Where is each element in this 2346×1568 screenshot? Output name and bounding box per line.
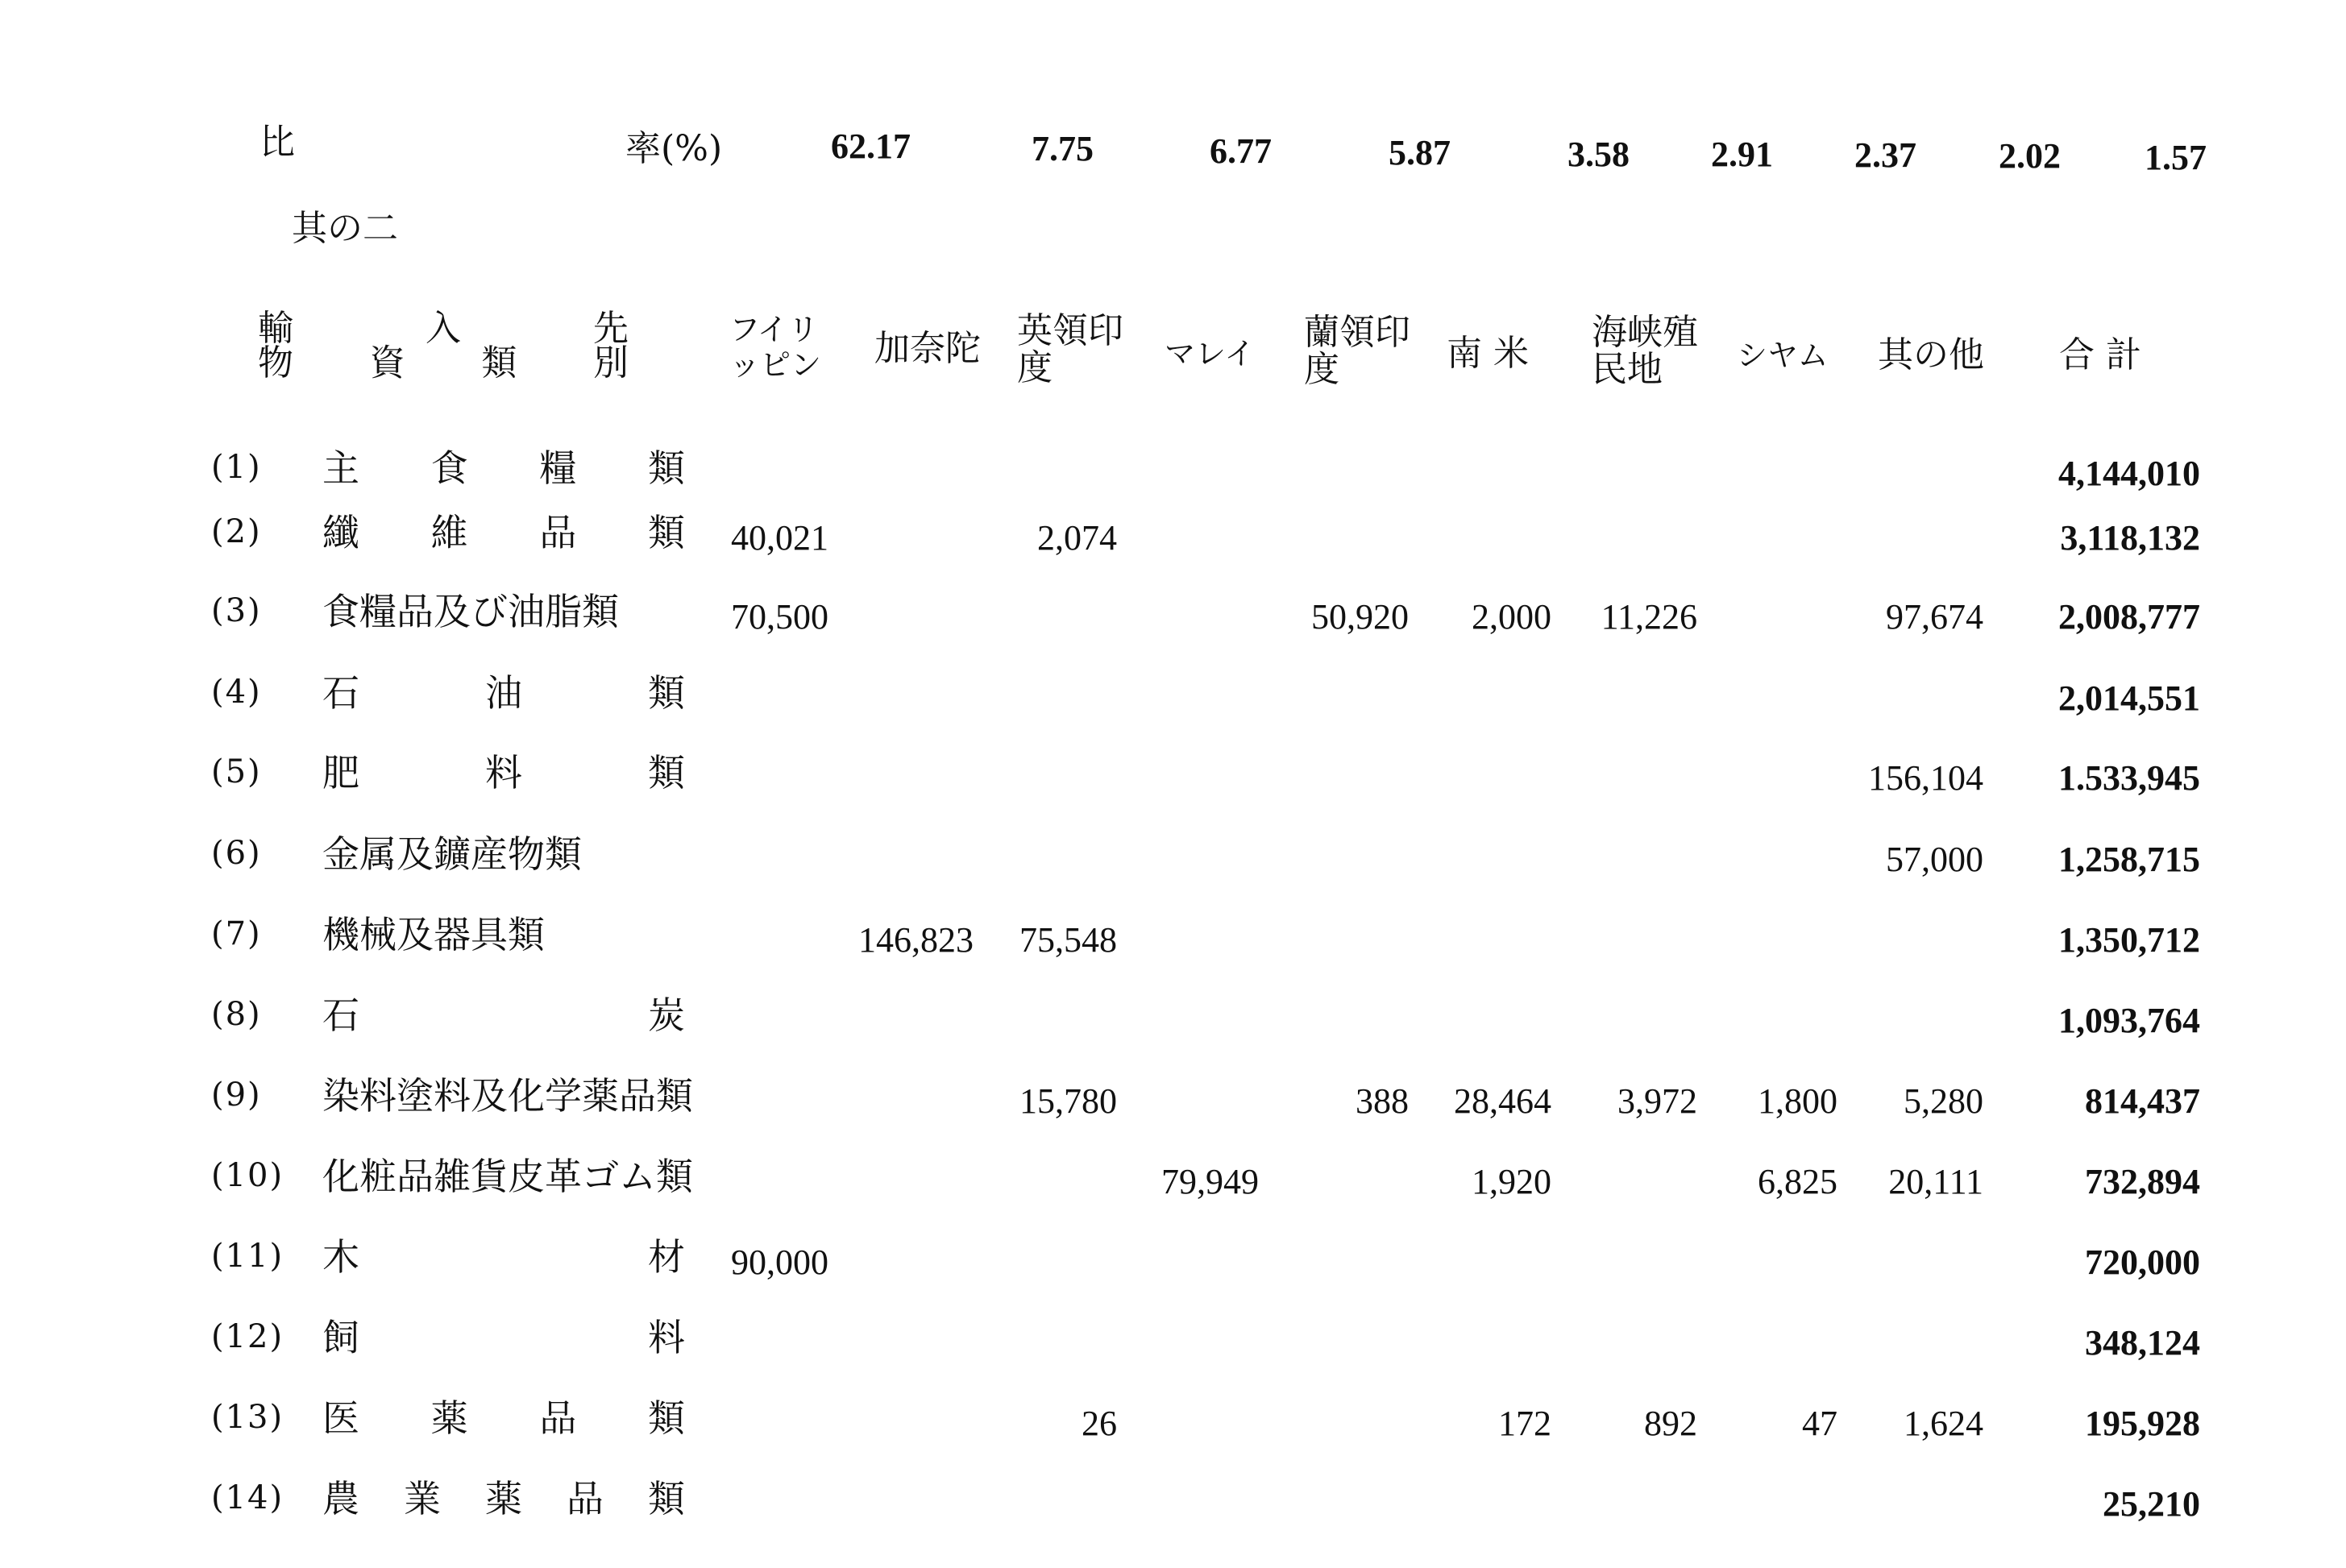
- table-cell: 1,093,764: [2058, 1001, 2200, 1040]
- table-cell: 1,624: [1904, 1404, 1983, 1443]
- col-header-south-america: 南 米: [1447, 333, 1529, 374]
- row-item-name-text: 木 材: [322, 1235, 685, 1279]
- row-item-name-text: 医 薬 品 類: [322, 1396, 685, 1440]
- table-cell: 25,210: [2103, 1484, 2200, 1524]
- table-cell: 11,226: [1601, 597, 1697, 637]
- row-index: (3): [211, 592, 262, 629]
- table-cell: 146,823: [858, 920, 974, 960]
- row-item-name: [322, 671, 685, 715]
- row-item-name: [322, 913, 685, 956]
- table-cell: 6,825: [1758, 1162, 1837, 1201]
- table-cell: 79,949: [1161, 1162, 1259, 1201]
- row-index: (14): [211, 1479, 284, 1516]
- table-cell: 1,350,712: [2058, 920, 2200, 960]
- row-index: (11): [211, 1238, 284, 1275]
- row-item-name-text: 石 炭: [322, 993, 685, 1037]
- row-index: (12): [211, 1318, 284, 1355]
- table-cell: 40,021: [731, 518, 828, 558]
- col-header-malaya: マレイ: [1165, 336, 1256, 371]
- table-cell: 2,000: [1472, 597, 1551, 637]
- col-header-british-india: 英領印度: [1017, 310, 1123, 389]
- table-cell: 348,124: [2085, 1323, 2200, 1363]
- row-item-name-text: 機械及器具類: [322, 913, 545, 956]
- row-item-name: [322, 751, 685, 794]
- row-index: (7): [211, 915, 262, 952]
- table-cell: 5,280: [1904, 1081, 1983, 1121]
- table-cell: 195,928: [2085, 1404, 2200, 1443]
- col-header-dutch-indies: 蘭領印度: [1304, 312, 1410, 391]
- table-cell: 172: [1498, 1404, 1551, 1443]
- table-cell: 20,111: [1888, 1162, 1983, 1201]
- table-cell: 57,000: [1886, 840, 1983, 879]
- row-item-name-text: 染料塗料及化学薬品類: [322, 1074, 693, 1118]
- row-item-name: [322, 993, 685, 1037]
- table-cell: 97,674: [1886, 597, 1983, 637]
- table-cell: 26: [1082, 1404, 1117, 1443]
- table-cell: 814,437: [2085, 1081, 2200, 1121]
- ratio-value: 7.75: [1032, 129, 1094, 168]
- table-cell: 3,118,132: [2060, 518, 2200, 558]
- table-cell: 90,000: [731, 1242, 828, 1282]
- ratio-label-right: 率(%): [625, 128, 723, 169]
- row-item-name: [322, 1155, 693, 1198]
- col-header-canada: 加奈陀: [874, 328, 981, 369]
- row-item-name-text: 飼 料: [322, 1316, 685, 1359]
- table-cell: 1,920: [1472, 1162, 1551, 1201]
- table-cell: 156,104: [1868, 758, 1983, 798]
- table-cell: 732,894: [2085, 1162, 2200, 1201]
- header-corner-top: [258, 310, 629, 347]
- row-item-name: [322, 446, 685, 490]
- ratio-value: 1.57: [2145, 138, 2207, 177]
- ratio-value: 2.91: [1711, 135, 1773, 174]
- row-item-name: [322, 1396, 685, 1440]
- table-cell: 28,464: [1454, 1081, 1551, 1121]
- ratio-value: 6.77: [1210, 131, 1272, 171]
- table-cell: 2,074: [1037, 518, 1117, 558]
- table-cell: 3,972: [1617, 1081, 1697, 1121]
- table-cell: 1,258,715: [2058, 840, 2200, 879]
- ratio-value: 3.58: [1567, 135, 1630, 174]
- row-index: (2): [211, 513, 262, 550]
- row-item-name: [322, 1074, 693, 1118]
- row-index: (9): [211, 1076, 262, 1114]
- ratio-value: 2.37: [1854, 135, 1916, 175]
- row-index: (5): [211, 753, 262, 790]
- table-cell: 50,920: [1311, 597, 1409, 637]
- row-item-name-text: 農 業 薬 品 類: [322, 1477, 685, 1520]
- ratio-value: 5.87: [1389, 133, 1451, 172]
- row-index: (4): [211, 674, 262, 711]
- table-cell: 2,014,551: [2058, 678, 2200, 718]
- col-header-philippines: フイリッピン: [729, 312, 822, 383]
- row-index: (6): [211, 835, 262, 872]
- ratio-label-left: 比: [260, 122, 295, 163]
- table-cell: 15,780: [1019, 1081, 1117, 1121]
- table-cell: 70,500: [731, 597, 828, 637]
- header-corner-top-text: 輸 入 先: [258, 308, 629, 349]
- table-cell: 388: [1356, 1081, 1409, 1121]
- table-cell: 75,548: [1019, 920, 1117, 960]
- header-corner-bottom-text: 物 資 類 別: [258, 342, 629, 384]
- table-cell: 2,008,777: [2058, 597, 2200, 637]
- table-cell: 1.533,945: [2058, 758, 2200, 798]
- table-cell: 892: [1644, 1404, 1697, 1443]
- ratio-value: 62.17: [831, 127, 911, 166]
- row-index: (1): [211, 449, 262, 486]
- ratio-value: 2.02: [1999, 136, 2061, 176]
- row-item-name-text: 化粧品雑貨皮革ゴム類: [322, 1155, 693, 1198]
- row-item-name: [322, 1477, 685, 1520]
- row-item-name-text: 石 油 類: [322, 671, 685, 715]
- row-item-name-text: 食糧品及び油脂類: [322, 590, 619, 633]
- col-header-straits: 海峡殖民地: [1592, 312, 1698, 391]
- row-index: (10): [211, 1157, 284, 1194]
- col-header-other: 其の他: [1878, 334, 1984, 375]
- row-item-name: [322, 832, 685, 876]
- row-item-name-text: 金属及鑛産物類: [322, 832, 582, 876]
- row-item-name: [322, 511, 685, 554]
- table-cell: 4,144,010: [2058, 454, 2200, 493]
- row-item-name: [322, 1316, 685, 1359]
- table-cell: 720,000: [2085, 1242, 2200, 1282]
- col-header-total: 合 計: [2059, 334, 2141, 375]
- col-header-siam: シヤム: [1737, 338, 1829, 373]
- header-corner-bottom: [258, 342, 629, 384]
- section-title: 其の二: [292, 208, 398, 249]
- row-index: (8): [211, 996, 262, 1033]
- row-index: (13): [211, 1399, 284, 1436]
- row-item-name-text: 肥 料 類: [322, 751, 685, 794]
- row-item-name-text: 纖 維 品 類: [322, 511, 685, 554]
- row-item-name: [322, 590, 685, 633]
- row-item-name-text: 主 食 糧 類: [322, 446, 685, 490]
- table-cell: 47: [1802, 1404, 1837, 1443]
- table-cell: 1,800: [1758, 1081, 1837, 1121]
- row-item-name: [322, 1235, 685, 1279]
